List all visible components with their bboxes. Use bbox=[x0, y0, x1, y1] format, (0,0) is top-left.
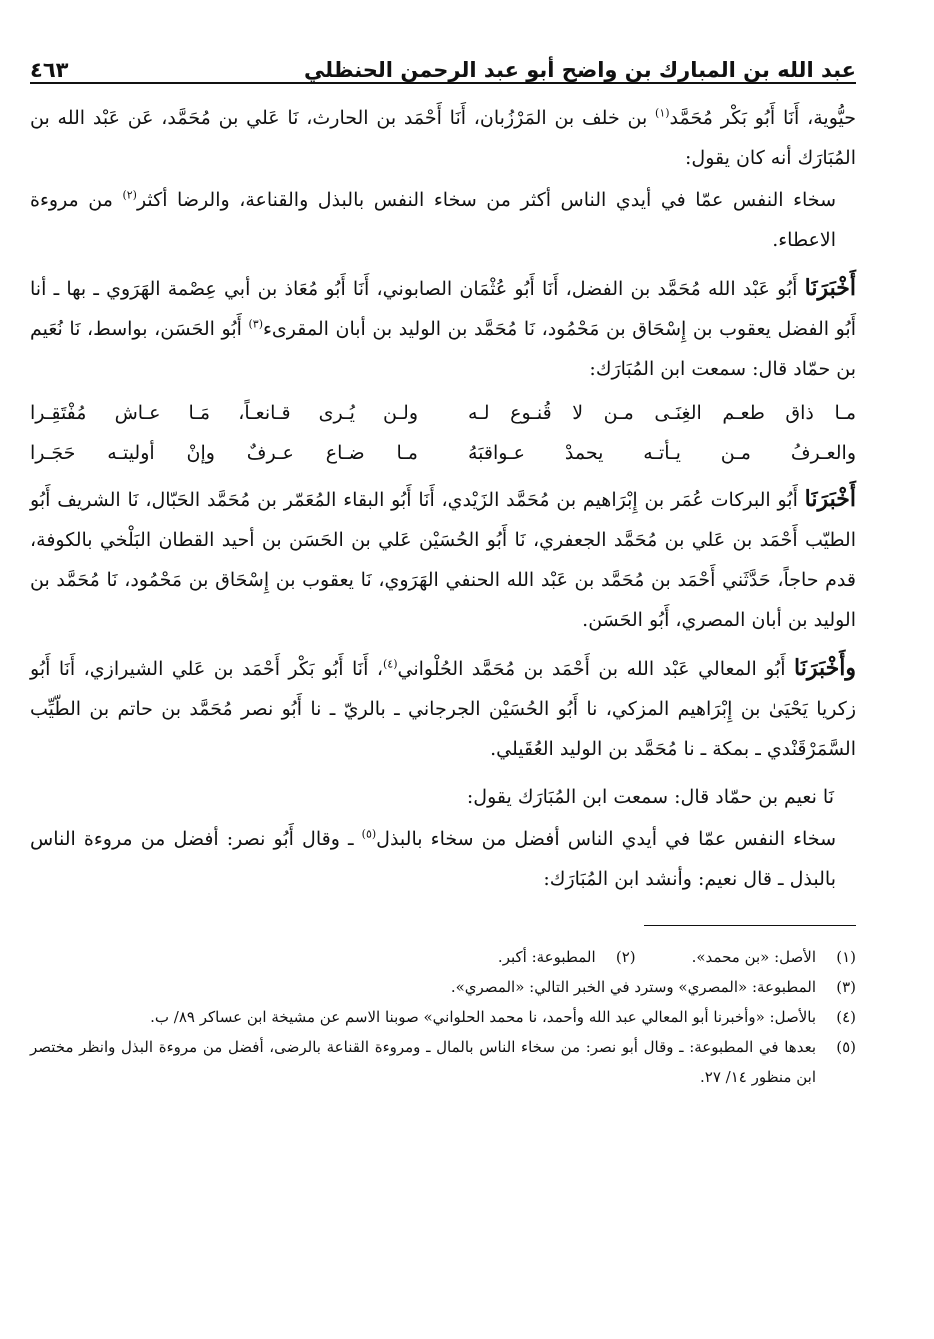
page-number: ٤٦٣ bbox=[30, 58, 69, 82]
text-run: ـ وقال أَبُو نصر: أفضل من مروءة الناس بالبذل ـ قال نعيم: وأنشد ابن المُبَارَك: bbox=[30, 828, 836, 890]
paragraph-3 bbox=[30, 479, 856, 640]
akhbarana-keyword: أَخْبَرَنَا bbox=[804, 275, 856, 301]
akhbarana-keyword: أَخْبَرَنَا bbox=[804, 486, 856, 512]
text-run: حيُّوية، أَنَا أَبُو بَكْر مُحَمَّد bbox=[669, 107, 856, 129]
footnote-text: المطبوعة: أكبر. bbox=[497, 948, 596, 966]
akhbarana-keyword: وأَخْبَرَنَا bbox=[794, 655, 856, 681]
footnote-text: المطبوعة: «المصري» وسترد في الخبر التالي: «المصري». bbox=[450, 978, 816, 996]
footnote-text: بعدها في المطبوعة: ـ وقال أبو نصر: من سخاء الناس بالمال ـ ومروءة القناعة بالرضى، أفضل من مروءة البذل وانظر مختصر ابن منظور ١٤/ ٢٧. bbox=[30, 1038, 816, 1086]
verse-hemistich: مـا ذاق طعـم الغِنَـى مـن لا قُنـوع لـه bbox=[468, 402, 856, 424]
footnote-number: (٥) bbox=[836, 1038, 856, 1056]
text-run: من مروءة الاعطاء. bbox=[30, 189, 836, 251]
text-run: أَبُو عَبْد الله مُحَمَّد بن الفضل، أَنَا أَبُو عُثْمَان الصابوني، أَنَا أَبُو مُعَاذ بن أبي عِصْمة الهَرَوي ـ بها ـ أنا أَبُو الفضل يعقوب بن إِسْحَاق بن مَحْمُود، نَا مُحَمَّد بن الوليد بن أبان المقرىء bbox=[30, 278, 856, 340]
footnote-5 bbox=[30, 1032, 856, 1092]
text-run: سخاء النفس عمّا في أيدي الناس أفضل من سخاء بالبذل bbox=[376, 828, 836, 850]
paragraph-4 bbox=[30, 648, 856, 769]
verse-hemistich: والعـرفُ مـن يـأتـه يحمدْ عـواقبَهُ bbox=[468, 442, 856, 464]
footnote-number: (١) bbox=[836, 948, 856, 966]
text-run: أَبُو البركات عُمَر بن إِبْرَاهيم بن مُحَمَّد الزَيْدي، أَنَا أَبُو البقاء المُعَمّر بن مُحَمَّد الحَبّال، نَا الشريف أَبُو الطيّب أَحْمَد بن عَلي بن مُحَمَّد الجعفري، نَا أَبُو الحُسَيْن عَلي بن الحَسَن بن أحيد القطان البَلْخي بالكوفة، قدم حاجاً، حَدَّثَني أَحْمَد بن مُحَمَّد بن عَبْد الله الحنفي الهَرَوي، نَا يعقوب بن إِسْحَاق بن مَحْمُود، نَا مُحَمَّد بن الوليد بن أبان المصري، أَبُو الحَسَن. bbox=[30, 489, 856, 631]
book-page bbox=[30, 40, 856, 1320]
main-text bbox=[30, 98, 856, 899]
running-header bbox=[30, 40, 856, 84]
paragraph-1 bbox=[30, 98, 856, 178]
text-run: أَبُو المعالي عَبْد الله بن أَحْمَد بن مُحَمَّد الحُلْواني bbox=[397, 658, 795, 680]
text-run: بن خلف بن المَرْزُبان، أَنَا أَحْمَد بن الحارث، نَا عَلي بن مُحَمَّد، عَن عَبْد الله بن المُبَارَك أنه كان يقول: bbox=[30, 107, 856, 169]
paragraph-2 bbox=[30, 268, 856, 389]
text-run: أَبُو الحَسَن، بواسط، نَا نُعَيم بن حمّاد قال: سمعت ابن المُبَارَك: bbox=[30, 318, 856, 380]
poem-verses bbox=[30, 393, 856, 473]
text-run: سخاء النفس عمّا في أيدي الناس أكثر من سخاء النفس بالبذل والقناعة، والرضا أكثر bbox=[136, 189, 836, 211]
footnote-separator bbox=[644, 925, 856, 926]
footnotes bbox=[30, 942, 856, 1092]
footnote-ref: (٤) bbox=[382, 657, 398, 671]
footnote-number: (٤) bbox=[836, 1008, 856, 1026]
text-run: ، أَنَا أَبُو بَكْر أَحْمَد بن عَلي الشيرازي، أَنَا أَبُو زكريا يَحْيَىٰ بن إِبْرَاهيم المزكي، نا أَبُو الحُسَيْن الجرجاني ـ بالريّ ـ نا أَبُو نصر مُحَمَّد بن حاتم بن الطّيِّب السَّمَرْقَنْدي ـ بمكة ـ نا مُحَمَّد بن الوليد العُقَيلي. bbox=[30, 658, 856, 760]
footnote-ref: (٣) bbox=[248, 317, 263, 331]
footnote-number: (٢) bbox=[615, 948, 636, 966]
footnote-1-2 bbox=[30, 942, 856, 972]
footnote-ref: (١) bbox=[655, 106, 670, 120]
verse-hemistich: مـا ضـاع عـرفٌ وإنْ أوليتـه حَجَـرا bbox=[30, 442, 418, 464]
footnote-text: الأصل: «بن محمد». bbox=[691, 948, 816, 966]
footnote-4 bbox=[30, 1002, 856, 1032]
paragraph-5: نَا نعيم بن حمّاد قال: سمعت ابن المُبَارَك يقول: bbox=[466, 786, 834, 808]
quote-2 bbox=[30, 819, 856, 899]
footnote-3 bbox=[30, 972, 856, 1002]
footnote-number: (٣) bbox=[836, 978, 856, 996]
header-title: عبد الله بن المبارك بن واضح أبو عبد الرحمن الحنظلي bbox=[303, 58, 856, 82]
footnote-text: بالأصل: «وأخبرنا أبو المعالي عبد الله وأحمد، نا محمد الحلواني» صوبنا الاسم عن مشيخة ابن عساكر ٨٩/ ب. bbox=[150, 1008, 816, 1026]
footnote-ref: (٥) bbox=[361, 827, 377, 841]
footnote-ref: (٢) bbox=[122, 188, 137, 202]
quote-1 bbox=[30, 180, 856, 260]
verse-hemistich: ولـن يُـرى قـانعـاً، مَـا عـاش مُفْتَقِـرا bbox=[30, 402, 418, 424]
